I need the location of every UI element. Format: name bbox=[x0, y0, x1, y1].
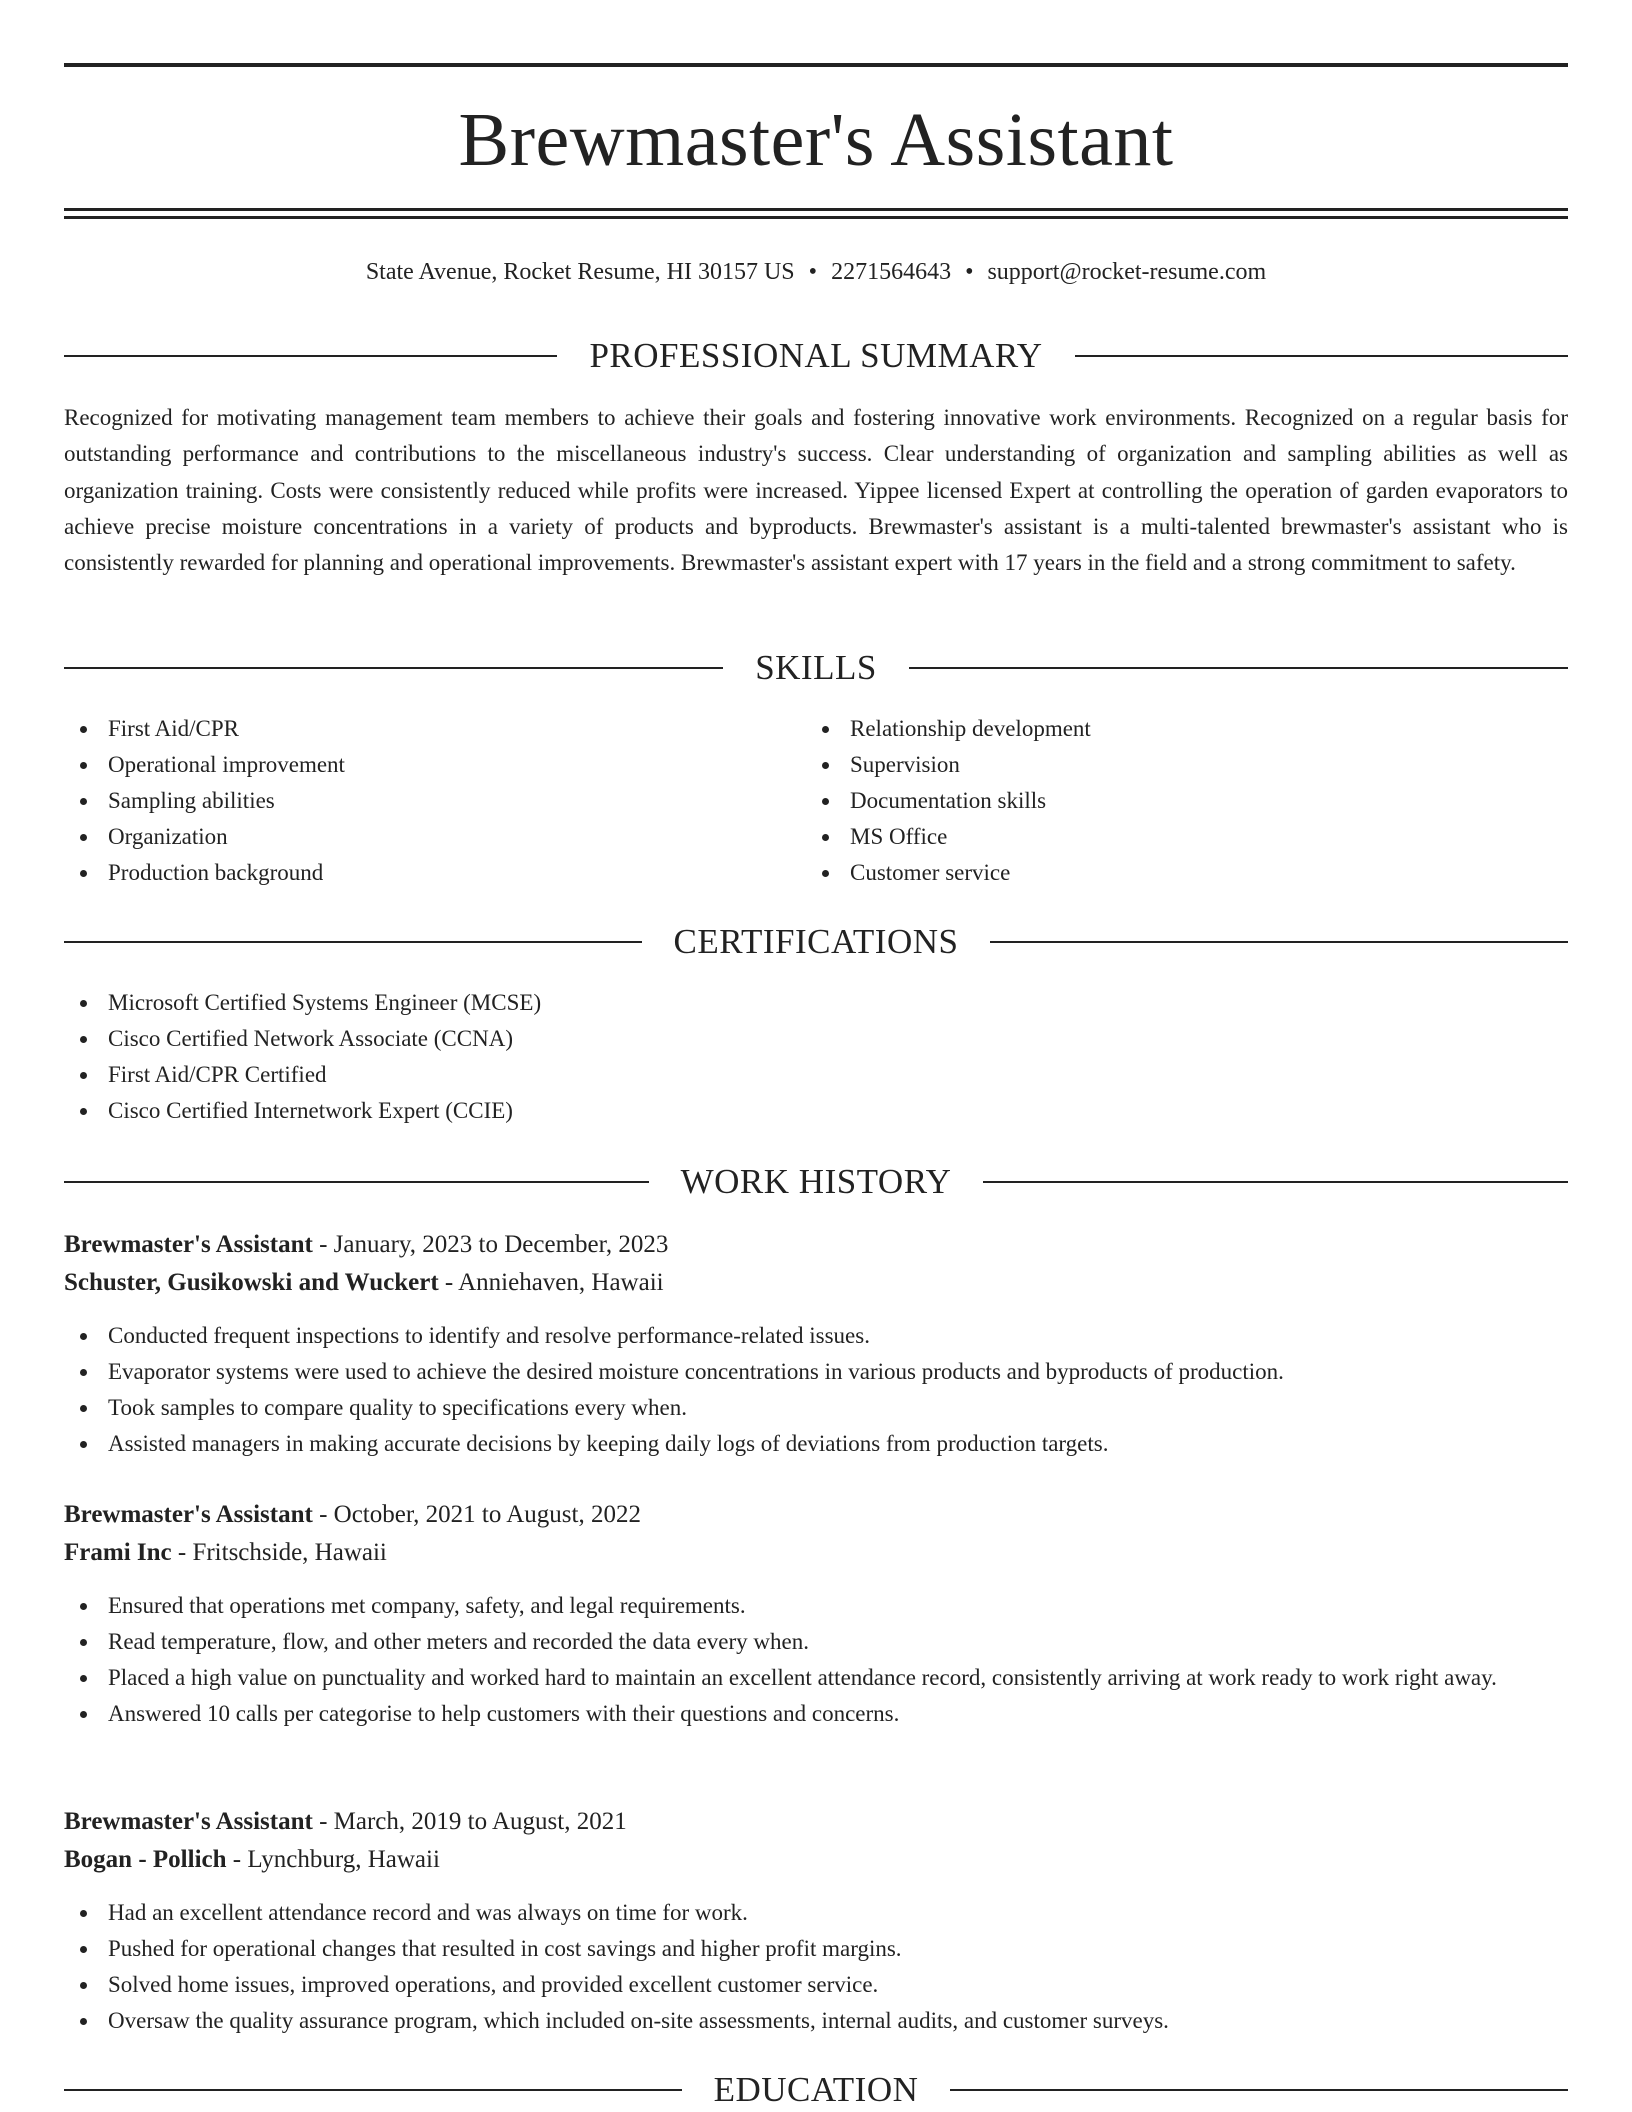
job-bullets bbox=[64, 1895, 1568, 2039]
job-bullet: Solved home issues, improved operations, and provided excellent customer service. bbox=[64, 1967, 1568, 2003]
job-company: Bogan - Pollich bbox=[64, 1846, 227, 1873]
section-rule bbox=[909, 667, 1568, 669]
skill-item: Relationship development bbox=[806, 711, 1506, 747]
job-company: Frami Inc bbox=[64, 1539, 172, 1566]
contact-line bbox=[64, 255, 1568, 289]
job-title: Brewmaster's Assistant bbox=[64, 1501, 313, 1528]
certification-item: First Aid/CPR Certified bbox=[64, 1057, 1568, 1093]
certification-item: Microsoft Certified Systems Engineer (MCSE) bbox=[64, 985, 1568, 1021]
section-rule bbox=[64, 941, 642, 943]
section-rule bbox=[64, 667, 723, 669]
skill-item: Organization bbox=[64, 819, 764, 855]
job-bullet: Conducted frequent inspections to identify and resolve performance-related issues. bbox=[64, 1318, 1568, 1354]
contact-phone: 2271564643 bbox=[831, 259, 952, 285]
job-bullet: Had an excellent attendance record and was always on time for work. bbox=[64, 1895, 1568, 1931]
job-title-line bbox=[64, 1496, 1568, 1534]
section-header-work-history bbox=[64, 1160, 1568, 1204]
certifications-list bbox=[64, 985, 1568, 1129]
job-bullet: Placed a high value on punctuality and worked hard to maintain an excellent attendance record, consistently arriving at work ready to work right away. bbox=[64, 1660, 1568, 1696]
section-title-skills: SKILLS bbox=[755, 648, 877, 687]
section-rule bbox=[64, 2089, 682, 2091]
contact-separator: • bbox=[808, 259, 818, 285]
job-company-line bbox=[64, 1841, 1568, 1879]
skill-item: First Aid/CPR bbox=[64, 711, 764, 747]
contact-address: State Avenue, Rocket Resume, HI 30157 US bbox=[365, 259, 795, 285]
section-rule bbox=[950, 2089, 1568, 2091]
section-title-certifications: CERTIFICATIONS bbox=[673, 922, 959, 961]
job-bullet: Oversaw the quality assurance program, which included on-site assessments, internal audits, and customer surveys. bbox=[64, 2003, 1568, 2039]
job-bullets bbox=[64, 1588, 1568, 1732]
name-rule-upper bbox=[64, 208, 1568, 211]
certification-item: Cisco Certified Network Associate (CCNA) bbox=[64, 1021, 1568, 1057]
section-header-education bbox=[64, 2068, 1568, 2112]
skills-list-left bbox=[64, 711, 764, 891]
job-dates: - January, 2023 to December, 2023 bbox=[312, 1231, 669, 1258]
contact-email: support@rocket-resume.com bbox=[987, 259, 1267, 285]
job-company-line bbox=[64, 1264, 1568, 1302]
section-title-education: EDUCATION bbox=[713, 2070, 919, 2109]
skill-item: Sampling abilities bbox=[64, 783, 764, 819]
section-header-certifications bbox=[64, 920, 1568, 964]
resume-name: Brewmaster's Assistant bbox=[458, 98, 1174, 182]
section-title-work-history: WORK HISTORY bbox=[680, 1162, 952, 1201]
section-rule bbox=[64, 1181, 649, 1183]
skill-item: Operational improvement bbox=[64, 747, 764, 783]
section-header-skills bbox=[64, 646, 1568, 690]
job-location: - Anniehaven, Hawaii bbox=[438, 1269, 664, 1296]
job-bullet: Answered 10 calls per categorise to help customers with their questions and concerns. bbox=[64, 1696, 1568, 1732]
job-bullets bbox=[64, 1318, 1568, 1462]
job-company: Schuster, Gusikowski and Wuckert bbox=[64, 1269, 439, 1296]
skill-item: Supervision bbox=[806, 747, 1506, 783]
job-title-line bbox=[64, 1226, 1568, 1264]
section-rule bbox=[64, 355, 557, 357]
job-bullet: Ensured that operations met company, safety, and legal requirements. bbox=[64, 1588, 1568, 1624]
job-location: - Lynchburg, Hawaii bbox=[226, 1846, 440, 1873]
section-title-summary: PROFESSIONAL SUMMARY bbox=[589, 336, 1043, 375]
job-bullet: Evaporator systems were used to achieve the desired moisture concentrations in various products and byproducts of production. bbox=[64, 1354, 1568, 1390]
name-rule-lower bbox=[64, 216, 1568, 219]
skill-item: Documentation skills bbox=[806, 783, 1506, 819]
section-rule bbox=[1075, 355, 1568, 357]
job-title-line bbox=[64, 1803, 1568, 1841]
job-dates: - October, 2021 to August, 2022 bbox=[312, 1501, 641, 1528]
job-bullet: Pushed for operational changes that resulted in cost savings and higher profit margins. bbox=[64, 1931, 1568, 1967]
top-rule bbox=[64, 63, 1568, 67]
job-title: Brewmaster's Assistant bbox=[64, 1808, 313, 1835]
job-dates: - March, 2019 to August, 2021 bbox=[312, 1808, 627, 1835]
job-bullet: Read temperature, flow, and other meters and recorded the data every when. bbox=[64, 1624, 1568, 1660]
job-bullet: Assisted managers in making accurate decisions by keeping daily logs of deviations from production targets. bbox=[64, 1426, 1568, 1462]
skills-list-right bbox=[806, 711, 1506, 891]
job-entry bbox=[64, 1803, 1568, 2039]
job-entry bbox=[64, 1496, 1568, 1732]
job-location: - Fritschside, Hawaii bbox=[171, 1539, 387, 1566]
skill-item: Production background bbox=[64, 855, 764, 891]
job-company-line bbox=[64, 1534, 1568, 1572]
section-rule bbox=[990, 941, 1568, 943]
certification-item: Cisco Certified Internetwork Expert (CCIE) bbox=[64, 1093, 1568, 1129]
contact-separator: • bbox=[965, 259, 974, 285]
skill-item: Customer service bbox=[806, 855, 1506, 891]
section-header-summary bbox=[64, 334, 1568, 378]
job-bullet: Took samples to compare quality to specifications every when. bbox=[64, 1390, 1568, 1426]
job-entry bbox=[64, 1226, 1568, 1462]
section-rule bbox=[983, 1181, 1568, 1183]
job-title: Brewmaster's Assistant bbox=[64, 1231, 313, 1258]
skill-item: MS Office bbox=[806, 819, 1506, 855]
summary-text: Recognized for motivating management team members to achieve their goals and fostering innovative work environments. Recognized on a regular basis for outstanding performance and contributions to the miscellaneous industry's success. Clear understanding of organization and sampling abilities as well as organization training. Costs were consistently reduced while profits were increased. Yippee licensed Expert at controlling the operation of garden evaporators to achieve precise moisture concentrations in a variety of products and byproducts. Brewmaster's assistant is a multi-talented brewmaster's assistant who is consistently rewarded for planning and operational improvements. Brewmaster's assistant expert with 17 years in the field and a strong commitment to safety. bbox=[64, 405, 1568, 576]
